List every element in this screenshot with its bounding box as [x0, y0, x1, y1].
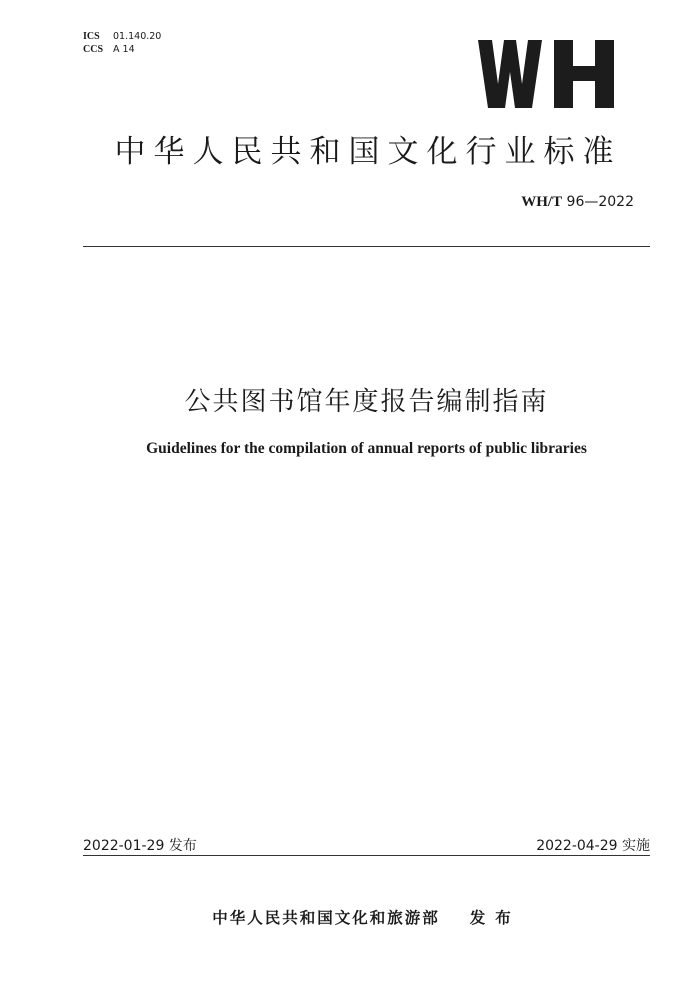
ccs-row [83, 43, 161, 56]
standard-number [521, 194, 634, 211]
title-chinese: 公共图书馆年度报告编制指南 [184, 387, 549, 417]
logo-letter-w [478, 40, 542, 108]
top-divider [83, 246, 650, 247]
implementation-date: 2022-04-29 实施 [536, 838, 650, 854]
issue-date: 2022-01-29 发布 [83, 838, 197, 854]
ccs-label: CCS [83, 44, 104, 55]
ics-row [83, 30, 161, 43]
bottom-divider [83, 855, 650, 856]
publisher-line [0, 906, 700, 928]
ics-value: 01.140.20 [113, 31, 162, 42]
publisher-action: 发布 [469, 909, 521, 927]
title-english: Guidelines for the compilation of annual reports of public libraries [146, 440, 587, 457]
classification-codes [83, 30, 161, 56]
publisher-name: 中华人民共和国文化和旅游部 [212, 909, 440, 927]
ccs-value: A 14 [113, 44, 135, 55]
wh-logo [478, 40, 614, 108]
standard-code-prefix: WH/T [521, 194, 563, 210]
logo-h-crossbar [568, 66, 600, 81]
standard-code-number: 96—2022 [566, 194, 634, 210]
standard-category: 中华人民共和国文化行业标准 [114, 134, 622, 170]
ics-label: ICS [83, 31, 100, 42]
